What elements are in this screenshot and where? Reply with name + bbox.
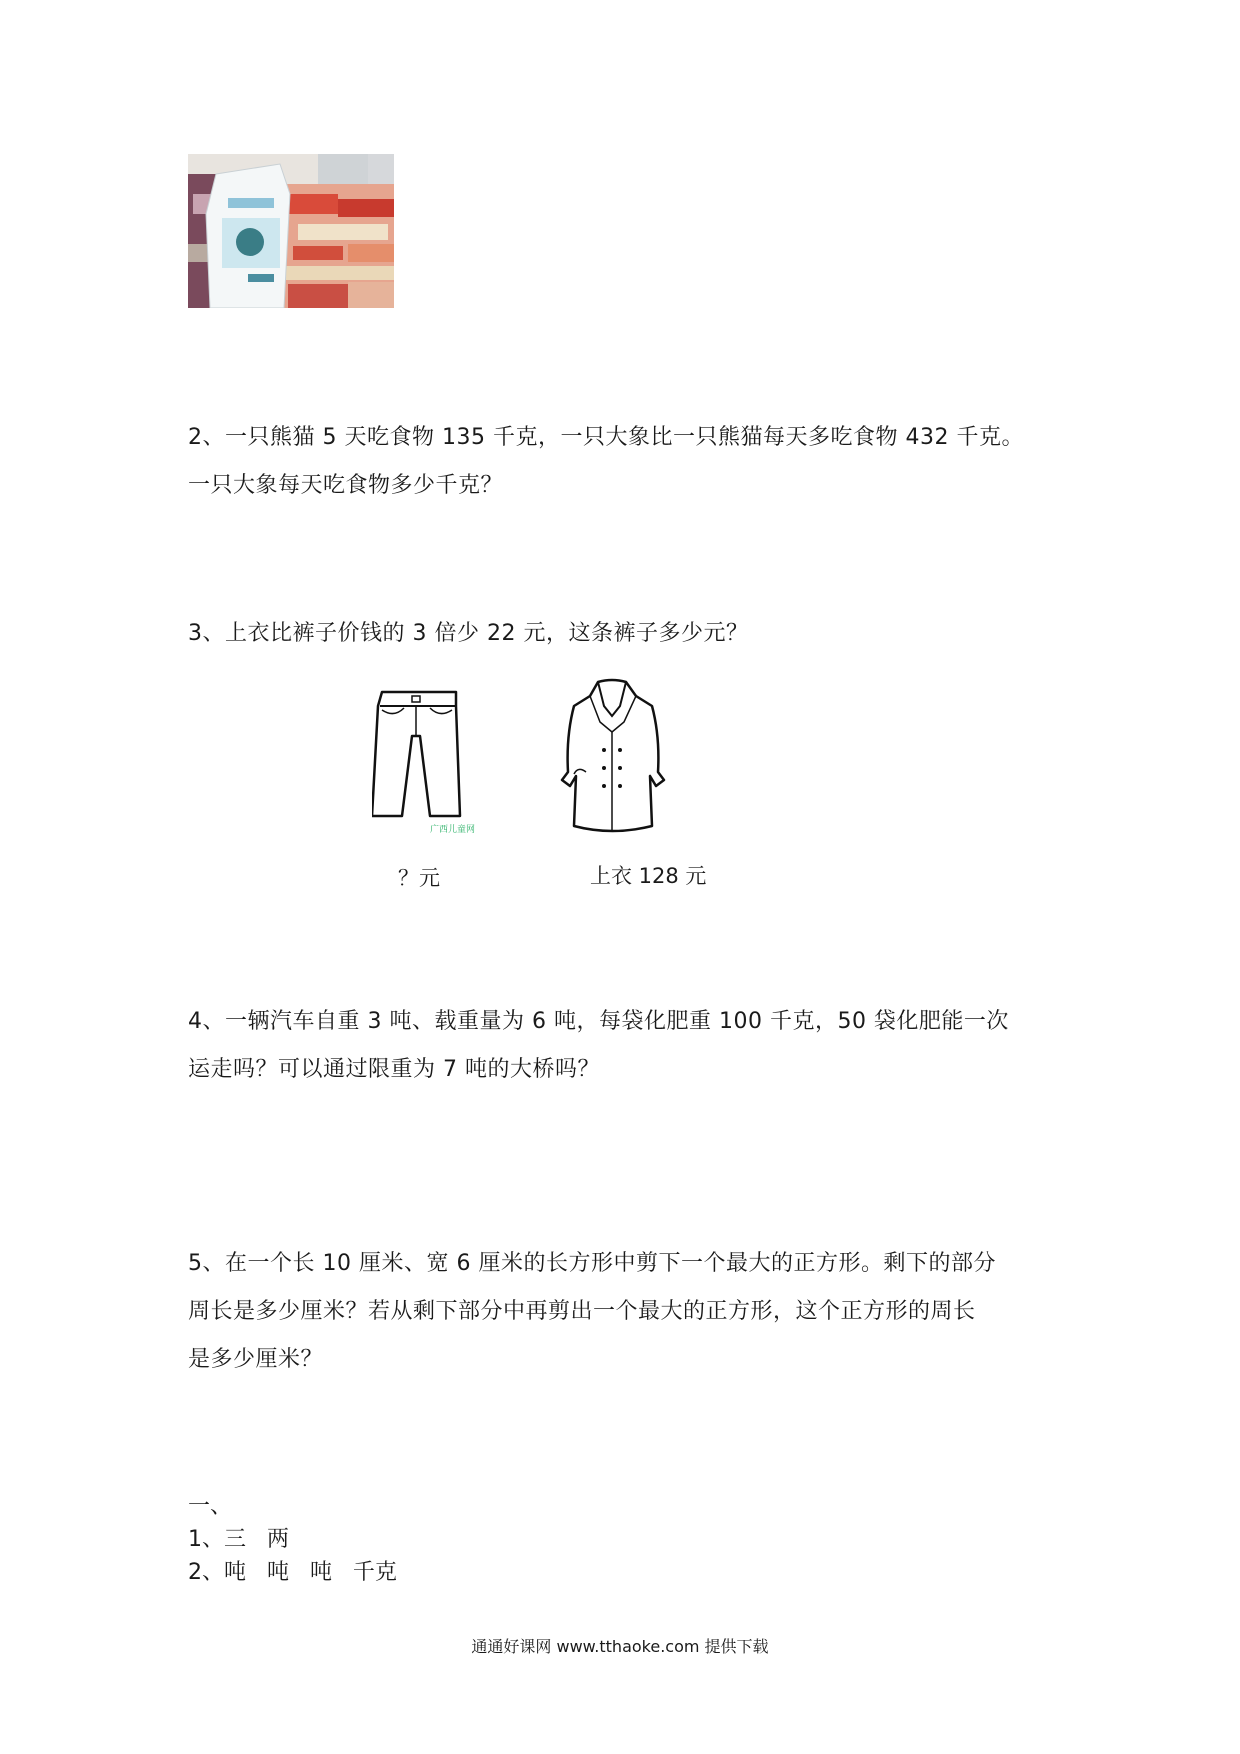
question-5-line-1: 5、在一个长 10 厘米、宽 6 厘米的长方形中剪下一个最大的正方形。剩下的部分: [188, 1251, 996, 1276]
answers-section: [188, 1490, 397, 1589]
answer-1: 1、三 两: [188, 1527, 289, 1552]
pants-price-caption: ？元: [398, 866, 440, 890]
answer-2: 2、吨 吨 吨 千克: [188, 1560, 397, 1585]
question-2-line-1: 2、一只熊猫 5 天吃食物 135 千克，一只大象比一只熊猫每天多吃食物 432 千克。: [188, 425, 1024, 450]
question-5-line-3: 是多少厘米？: [188, 1347, 324, 1372]
question-3: [188, 610, 1068, 658]
question-4-line-1: 4、一辆汽车自重 3 吨、载重量为 6 吨，每袋化肥重 100 千克，50 袋化肥能一次: [188, 1009, 1009, 1034]
pants-icon: [372, 684, 462, 824]
question-5: [188, 1240, 1068, 1384]
question-4: [188, 998, 1068, 1094]
answers-heading: 一、: [188, 1494, 233, 1519]
coat-price-caption: 上衣 128 元: [590, 864, 707, 888]
question-2: [188, 414, 1068, 510]
page-footer: 通通好课网 www.tthaoke.com 提供下载: [471, 1637, 769, 1656]
question-4-line-2: 运走吗？可以通过限重为 7 吨的大桥吗？: [188, 1057, 600, 1082]
coat-icon: [560, 676, 666, 836]
pants-watermark: 广西儿童网: [430, 825, 476, 835]
question-2-line-2: 一只大象每天吃食物多少千克？: [188, 473, 504, 498]
rice-bags-photo: [188, 154, 394, 308]
question-5-line-2: 周长是多少厘米？若从剩下部分中再剪出一个最大的正方形，这个正方形的周长: [188, 1299, 976, 1324]
question-3-line-1: 3、上衣比裤子价钱的 3 倍少 22 元，这条裤子多少元？: [188, 621, 749, 646]
